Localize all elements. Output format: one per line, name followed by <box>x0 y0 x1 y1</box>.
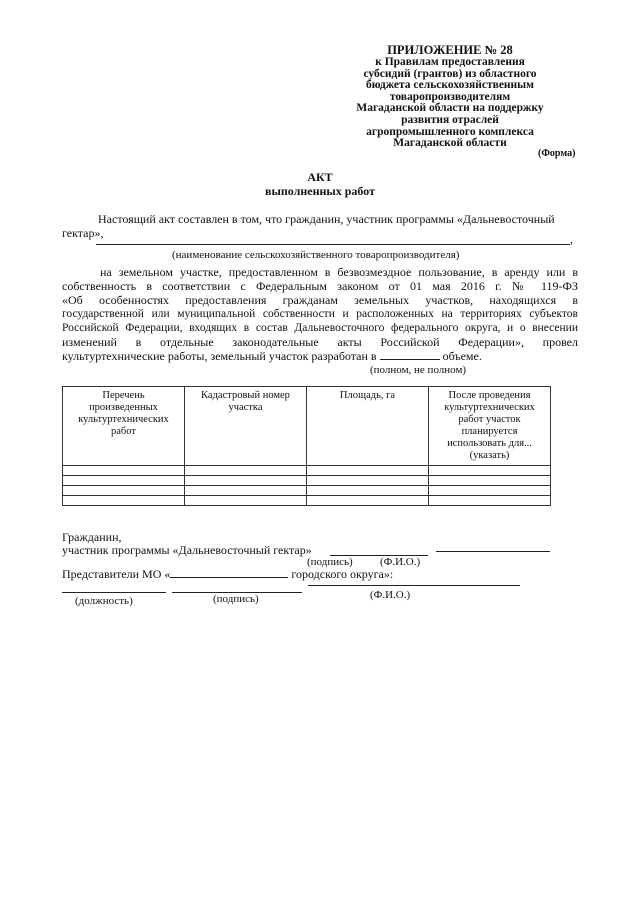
header-area: Площадь, га <box>307 387 429 466</box>
representative-name-caption: (Ф.И.О.) <box>370 589 411 601</box>
appendix-line: Магаданской области на поддержку <box>356 102 544 115</box>
citizen-program-label: участник программы «Дальневосточный гектар» <box>62 543 312 557</box>
appendix-title: ПРИЛОЖЕНИЕ № 28 <box>387 43 513 57</box>
body-line-4: государственной или муниципальной собственности и расположенных на территориях субъектов <box>62 308 578 320</box>
table-cell[interactable] <box>429 486 551 496</box>
table-cell[interactable] <box>63 466 185 476</box>
form-label: (Форма) <box>538 148 576 159</box>
body-line-2: собственность в соответствии с Федеральным законом от 01 мая 2016 г. № 119-ФЗ <box>62 279 578 293</box>
table-row <box>63 466 551 476</box>
producer-name-caption: (наименование сельскохозяйственного товаропроизводителя) <box>172 249 460 261</box>
citizen-label: Гражданин, <box>62 530 122 544</box>
position-caption: (должность) <box>75 595 133 607</box>
body-line-5: Российской Федерации, входящих в состав Дальневосточного федерального округа, и о внесении <box>62 322 578 334</box>
table-cell[interactable] <box>63 486 185 496</box>
body-line-1: на земельном участке, предоставленном в безвозмездное пользование, в аренду или в <box>100 265 578 279</box>
body-last-suffix: объеме. <box>442 349 482 363</box>
table-row <box>63 486 551 496</box>
body-last-line <box>62 349 482 363</box>
representative-name-line[interactable] <box>308 585 520 586</box>
table-row <box>63 496 551 506</box>
representatives-line <box>62 567 393 581</box>
citizen-name-caption: (Ф.И.О.) <box>380 556 421 568</box>
position-line[interactable] <box>62 592 166 593</box>
citizen-sign-caption: (подпись) <box>307 556 353 568</box>
appendix-line: субсидий (грантов) из областного <box>363 67 537 80</box>
works-table <box>62 386 551 506</box>
producer-name-line <box>96 244 570 245</box>
representatives-prefix: Представители МО « <box>62 567 171 581</box>
appendix-line: бюджета сельскохозяйственным <box>366 79 534 92</box>
table-row <box>63 476 551 486</box>
body-line-6: изменений в отдельные законодательные акты Российской Федерации», провел <box>62 335 578 349</box>
table-cell[interactable] <box>185 466 307 476</box>
document-title <box>200 170 440 198</box>
appendix-header <box>330 44 570 150</box>
table-cell[interactable] <box>429 466 551 476</box>
header-planned-use: После проведения культуртехнических работ участок планируется использовать для... (указать) <box>429 387 551 466</box>
volume-blank-line <box>380 349 440 360</box>
appendix-line: Магаданской области <box>393 137 507 150</box>
appendix-line: товаропроизводителям <box>389 90 511 103</box>
appendix-line: агропромышленного комплекса <box>366 125 534 138</box>
title-act: АКТ <box>307 170 333 184</box>
table-cell[interactable] <box>307 466 429 476</box>
table-cell[interactable] <box>63 496 185 506</box>
intro-line-2: гектар», <box>62 226 104 240</box>
title-subtitle: выполненных работ <box>264 184 376 198</box>
table-cell[interactable] <box>307 476 429 486</box>
table-cell[interactable] <box>429 496 551 506</box>
body-last-prefix: культуртехнические работы, земельный участок разработан в <box>62 349 377 363</box>
citizen-name-line[interactable] <box>436 551 550 552</box>
volume-caption: (полном, не полном) <box>370 364 467 376</box>
header-works-list: Перечень произведенных культуртехнических работ <box>63 387 185 466</box>
municipality-blank-line[interactable] <box>170 567 288 578</box>
appendix-line: развития отраслей <box>401 113 499 126</box>
body-line-3: «Об особенностях предоставления гражданам земельных участков, находящихся в <box>62 293 578 307</box>
header-cadastral-number: Кадастровый номер участка <box>185 387 307 466</box>
table-cell[interactable] <box>429 476 551 486</box>
representatives-suffix: городского округа»: <box>291 567 394 581</box>
table-header-row <box>63 387 551 466</box>
representative-sign-caption: (подпись) <box>213 593 259 605</box>
table-cell[interactable] <box>307 496 429 506</box>
table-cell[interactable] <box>185 496 307 506</box>
intro-line-1: Настоящий акт составлен в том, что гражданин, участник программы «Дальневосточный <box>98 212 555 226</box>
table-cell[interactable] <box>307 486 429 496</box>
table-cell[interactable] <box>185 476 307 486</box>
producer-name-comma: , <box>570 232 573 246</box>
table-cell[interactable] <box>185 486 307 496</box>
appendix-line: к Правилам предоставления <box>375 56 525 68</box>
table-cell[interactable] <box>63 476 185 486</box>
